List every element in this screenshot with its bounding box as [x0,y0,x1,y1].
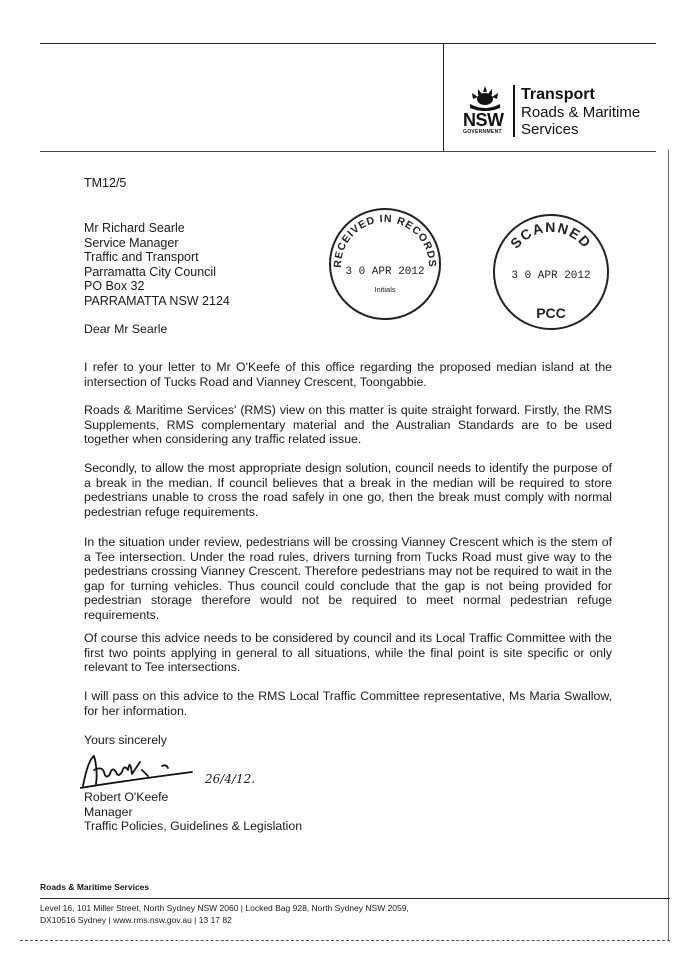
received-stamp-initials: Initials [374,285,396,294]
handwritten-signature [80,748,280,793]
signatory-branch: Traffic Policies, Guidelines & Legislation [84,819,303,833]
received-stamp-ring-text: RECEIVED IN RECORDS [331,212,439,269]
page-right-edge [668,150,669,940]
waratah-icon [466,84,504,112]
org-name-line3: Services [521,121,579,138]
scanned-stamp [491,212,611,332]
footer-address-line2: DX10516 Sydney | www.rms.nsw.gov.au | 13 17 82 [40,915,232,925]
recipient-organisation: Parramatta City Council [84,264,216,279]
recipient-address [84,221,230,308]
body-paragraph: I will pass on this advice to the RMS Local Traffic Committee representative, Ms Maria Swallow, for her information. [84,689,612,718]
svg-text:RECEIVED IN RECORDS [332,213,438,268]
recipient-department: Traffic and Transport [84,250,199,264]
body-paragraph: In the situation under review, pedestrians will be crossing Vianney Crescent which is the stem of a Tee intersection. Under the road rules, drivers turning from Tucks Road must give way to the pedestrians crossing Vianney Crescent. Therefore pedestrians may not be required to wait in the gap for turning vehicles. Thus council could conclude that the gap is not being provided for pedestrian storage therefore would not be required to meet normal pedestrian refuge requirements. [84,535,612,622]
scanned-stamp-ring-text: SCANNED [507,219,595,252]
signatory-name: Robert O'Keefe [84,790,169,804]
scanned-stamp-date: 3 0 APR 2012 [511,270,591,282]
recipient-po-box: PO Box 32 [84,279,145,293]
footer-org: Roads & Maritime Services [40,882,150,892]
closing: Yours sincerely [84,733,167,747]
signatory-title: Manager [84,805,133,819]
footer-address-line1: Level 16, 101 Miller Street, North Sydney NSW 2060 | Locked Bag 928, North Sydney NSW 2059, [40,903,409,913]
logo-divider [513,85,515,137]
body-paragraph: Secondly, to allow the most appropriate design solution, council needs to identify the purpose of a break in the median. If council believes that a break in the median will be required to store pedestrians unable to cross the road safely in one go, then the break must comply with normal pedestrian refuge requirements. [84,461,612,519]
recipient-name: Mr Richard Searle [84,221,185,235]
scanned-stamp-code: PCC [536,305,566,321]
salutation: Dear Mr Searle [84,322,168,336]
recipient-title: Service Manager [84,235,179,250]
logo-wordmark: NSW [463,110,504,130]
footer-rule [40,898,670,899]
header-bottom-rule [40,151,656,152]
body-paragraph: I refer to your letter to Mr O'Keefe of this office regarding the proposed median island at the intersection of Tucks Road and Vianney Crescent, Toongabbie. [84,360,612,389]
header-divider [443,43,444,151]
org-name-transport: Transport [521,86,595,103]
reference-number: TM12/5 [84,176,127,190]
body-paragraph: Of course this advice needs to be considered by council and its Local Traffic Committee with the first two points applying in general to all situations, while the final point is site specific or only relevant to Tee intersections. [84,631,612,674]
recipient-city: PARRAMATTA NSW 2124 [84,293,230,308]
footer-address [40,902,409,926]
logo-subtext: GOVERNMENT [463,129,502,135]
footer-bottom-rule [20,940,670,941]
header-top-rule [40,43,656,44]
org-name-line2: Roads & Maritime [521,104,641,121]
signature-date: 26/4/12. [205,772,256,786]
received-stamp-date: 3 0 APR 2012 [345,266,425,278]
received-stamp [327,206,443,322]
body-paragraph: Roads & Maritime Services' (RMS) view on this matter is quite straight forward. Firstly, the RMS Supplements, RMS complementary material and the Australian Standards are to be used together when considering any traffic related issue. [84,403,612,446]
